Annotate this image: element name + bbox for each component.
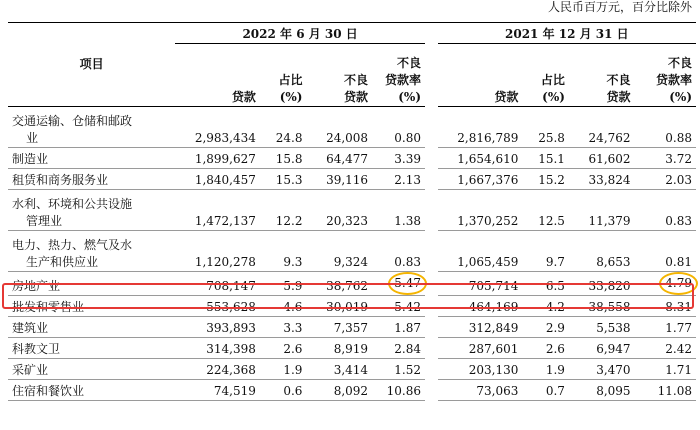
cell-a-npl: 39,116: [306, 169, 372, 190]
col-gap: [425, 296, 438, 317]
cell-a-npl: 8,919: [306, 338, 372, 359]
cell-b-rate: 11.08: [635, 380, 696, 401]
cell-a-rate: 1.38: [372, 190, 425, 231]
row-name: [8, 190, 175, 231]
highlight-circle: 4.79: [659, 272, 698, 295]
cell-b-loan: 312,849: [438, 317, 523, 338]
cell-b-share: 6.5: [522, 272, 569, 296]
col-gap: [425, 190, 438, 231]
cell-a-npl: 64,477: [306, 148, 372, 169]
cell-b-rate: 3.72: [635, 148, 696, 169]
cell-a-share: 5.9: [260, 272, 307, 296]
cell-a-rate: 2.84: [372, 338, 425, 359]
table-row: [8, 190, 696, 231]
cell-a-rate: [372, 272, 425, 296]
header-npl-rate-2022: 不良 贷款率 (%): [372, 44, 425, 107]
cell-a-loan: 224,368: [175, 359, 260, 380]
cell-a-loan: 314,398: [175, 338, 260, 359]
unit-note: 人民币百万元，百分比除外: [547, 0, 692, 14]
cell-b-share: 0.7: [522, 380, 569, 401]
highlight-circle: 5.47: [388, 272, 427, 295]
cell-b-npl: 38,558: [569, 296, 635, 317]
cell-a-share: 1.9: [260, 359, 307, 380]
cell-b-npl: 33,820: [569, 272, 635, 296]
cell-a-loan: 2,983,434: [175, 107, 260, 148]
row-name: 批发和零售业: [8, 296, 175, 317]
cell-b-share: 2.6: [522, 338, 569, 359]
cell-b-npl: 11,379: [569, 190, 635, 231]
cell-a-rate: 1.52: [372, 359, 425, 380]
cell-a-npl: 9,324: [306, 231, 372, 272]
cell-a-rate: 3.39: [372, 148, 425, 169]
cell-b-share: 25.8: [522, 107, 569, 148]
cell-b-share: 1.9: [522, 359, 569, 380]
col-gap: [425, 338, 438, 359]
row-name: 科教文卫: [8, 338, 175, 359]
cell-b-loan: 1,370,252: [438, 190, 523, 231]
header-item: 项目: [8, 23, 175, 107]
cell-a-loan: 708,147: [175, 272, 260, 296]
cell-b-rate: 1.71: [635, 359, 696, 380]
cell-b-loan: 464,169: [438, 296, 523, 317]
row-name-line1: 水利、环境和公共设施: [12, 197, 133, 211]
cell-b-share: 12.5: [522, 190, 569, 231]
row-name-line1: 交通运输、仓储和邮政: [12, 114, 133, 128]
cell-a-share: 0.6: [260, 380, 307, 401]
cell-b-loan: 1,667,376: [438, 169, 523, 190]
cell-a-share: 15.3: [260, 169, 307, 190]
cell-b-rate: 2.42: [635, 338, 696, 359]
table-row: [8, 338, 696, 359]
header-npl-2022: 不良 贷款: [306, 44, 372, 107]
cell-b-share: 9.7: [522, 231, 569, 272]
row-name-line2: 业: [26, 131, 39, 145]
cell-b-rate: [635, 272, 696, 296]
cell-b-npl: 8,653: [569, 231, 635, 272]
cell-a-npl: 7,357: [306, 317, 372, 338]
table-row: [8, 148, 696, 169]
cell-a-rate: 0.80: [372, 107, 425, 148]
cell-a-loan: 1,472,137: [175, 190, 260, 231]
row-name: [8, 107, 175, 148]
col-gap: [425, 148, 438, 169]
table-row: [8, 169, 696, 190]
row-name-line2: 生产和供应业: [26, 255, 99, 269]
cell-a-npl: 8,092: [306, 380, 372, 401]
cell-b-npl: 5,538: [569, 317, 635, 338]
cell-a-rate: 10.86: [372, 380, 425, 401]
cell-b-share: 15.2: [522, 169, 569, 190]
cell-a-npl: 3,414: [306, 359, 372, 380]
loan-table: [8, 22, 696, 401]
cell-b-npl: 61,602: [569, 148, 635, 169]
cell-a-rate: 1.87: [372, 317, 425, 338]
cell-a-rate: 5.42: [372, 296, 425, 317]
header-gap: [425, 23, 438, 44]
cell-b-npl: 8,095: [569, 380, 635, 401]
table-body: [8, 107, 696, 401]
col-gap: [425, 359, 438, 380]
cell-a-share: 4.6: [260, 296, 307, 317]
cell-a-share: 12.2: [260, 190, 307, 231]
table-row: [8, 296, 696, 317]
cell-a-loan: 1,899,627: [175, 148, 260, 169]
row-name: 建筑业: [8, 317, 175, 338]
cell-b-share: 15.1: [522, 148, 569, 169]
cell-a-rate: 0.83: [372, 231, 425, 272]
cell-a-npl: 30,019: [306, 296, 372, 317]
row-name: 租赁和商务服务业: [8, 169, 175, 190]
col-gap: [425, 380, 438, 401]
cell-b-loan: 73,063: [438, 380, 523, 401]
cell-a-share: 9.3: [260, 231, 307, 272]
cell-b-share: 4.2: [522, 296, 569, 317]
row-name: [8, 231, 175, 272]
cell-a-loan: 1,120,278: [175, 231, 260, 272]
row-name-line1: 电力、热力、燃气及水: [12, 238, 133, 252]
cell-b-share: 2.9: [522, 317, 569, 338]
row-name: 制造业: [8, 148, 175, 169]
cell-b-npl: 3,470: [569, 359, 635, 380]
table-row: [8, 272, 696, 296]
cell-a-rate: 2.13: [372, 169, 425, 190]
header-period-2022: 2022 年 6 月 30 日: [175, 23, 425, 44]
cell-a-share: 15.8: [260, 148, 307, 169]
cell-b-npl: 6,947: [569, 338, 635, 359]
cell-a-loan: 1,840,457: [175, 169, 260, 190]
table-row: [8, 317, 696, 338]
cell-b-loan: 203,130: [438, 359, 523, 380]
col-gap: [425, 231, 438, 272]
cell-a-loan: 74,519: [175, 380, 260, 401]
table-row: [8, 231, 696, 272]
table-row: [8, 359, 696, 380]
header-npl-2021: 不良 贷款: [569, 44, 635, 107]
header-loan-2021: 贷款: [438, 44, 523, 107]
row-name: 房地产业: [8, 272, 175, 296]
cell-b-loan: 1,065,459: [438, 231, 523, 272]
cell-b-rate: 1.77: [635, 317, 696, 338]
header-loan-2022: 贷款: [175, 44, 260, 107]
cell-a-share: 3.3: [260, 317, 307, 338]
cell-b-rate: 8.31: [635, 296, 696, 317]
cell-a-npl: 20,323: [306, 190, 372, 231]
header-gap: [425, 44, 438, 107]
cell-b-rate: 0.88: [635, 107, 696, 148]
col-gap: [425, 317, 438, 338]
col-gap: [425, 107, 438, 148]
cell-a-npl: 24,008: [306, 107, 372, 148]
cell-a-share: 2.6: [260, 338, 307, 359]
cell-b-loan: 2,816,789: [438, 107, 523, 148]
header-period-2021: 2021 年 12 月 31 日: [438, 23, 696, 44]
cell-a-share: 24.8: [260, 107, 307, 148]
cell-b-rate: 0.81: [635, 231, 696, 272]
cell-b-npl: 24,762: [569, 107, 635, 148]
row-name-line2: 管理业: [26, 214, 63, 228]
cell-b-rate: 2.03: [635, 169, 696, 190]
cell-a-loan: 393,893: [175, 317, 260, 338]
cell-a-loan: 553,628: [175, 296, 260, 317]
cell-b-npl: 33,824: [569, 169, 635, 190]
table-row: [8, 380, 696, 401]
header-npl-rate-2021: 不良 贷款率 (%): [635, 44, 696, 107]
header-share-2022: 占比 (%): [260, 44, 307, 107]
row-name: 采矿业: [8, 359, 175, 380]
table-row: [8, 107, 696, 148]
cell-b-loan: 705,714: [438, 272, 523, 296]
header-share-2021: 占比 (%): [522, 44, 569, 107]
col-gap: [425, 169, 438, 190]
cell-b-loan: 287,601: [438, 338, 523, 359]
row-name: 住宿和餐饮业: [8, 380, 175, 401]
cell-a-npl: 38,762: [306, 272, 372, 296]
cell-b-loan: 1,654,610: [438, 148, 523, 169]
cell-b-rate: 0.83: [635, 190, 696, 231]
